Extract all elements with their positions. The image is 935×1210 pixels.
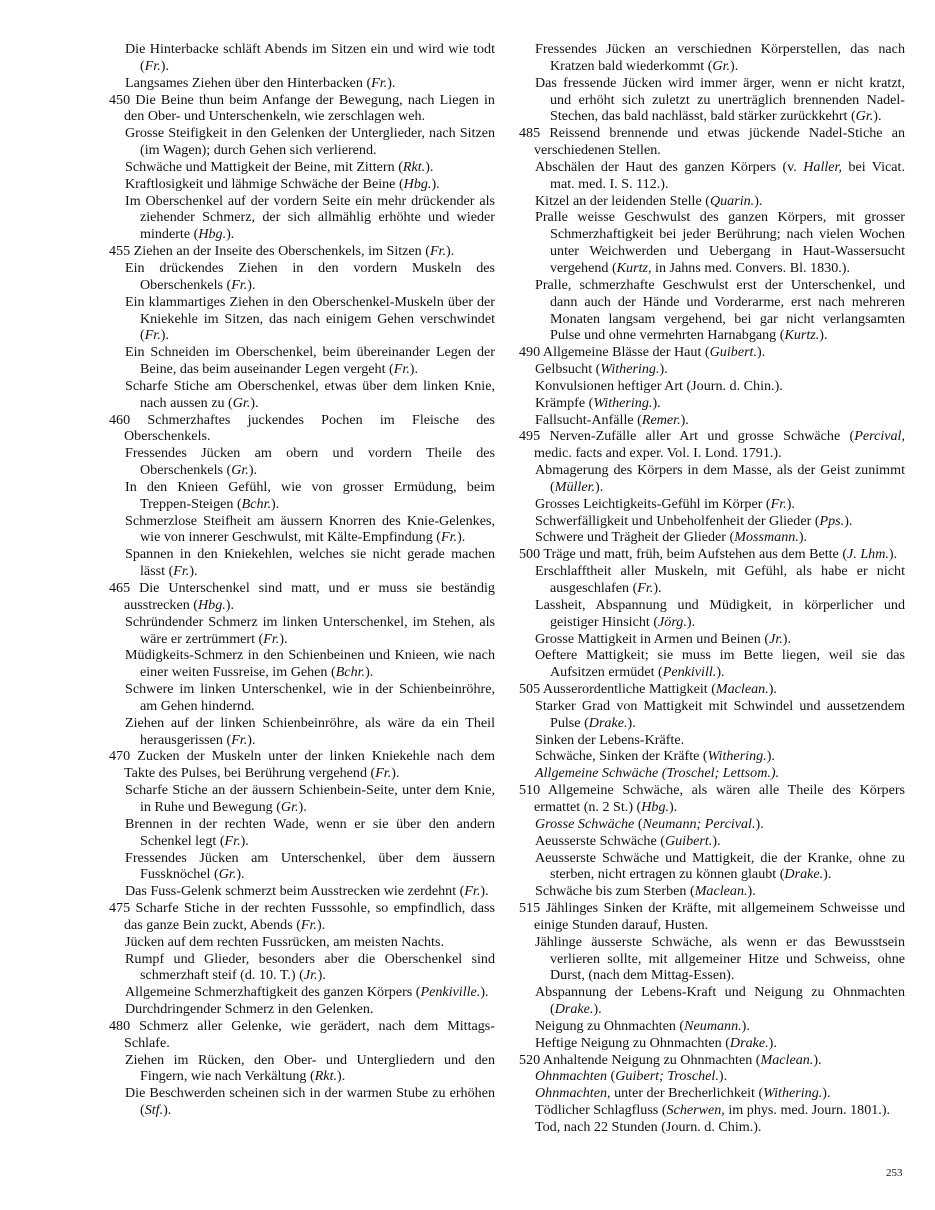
- entry-text: Langsames Ziehen über den Hinterbacken (Fr.).: [125, 74, 396, 91]
- symptom-entry: [519, 850, 905, 884]
- symptom-entry: [519, 681, 905, 698]
- entry-text: Ohnmachten, unter der Brecherlichkeit (Withering.).: [535, 1085, 831, 1102]
- entry-text: Grosse Mattigkeit in Armen und Beinen (Jr.).: [535, 630, 791, 647]
- entry-text: Spannen in den Kniekehlen, welches sie nicht gerade machen lässt (Fr.).: [125, 546, 495, 580]
- entry-text: Grosse Steifigkeit in den Gelenken der Unterglieder, nach Sitzen (im Wagen); durch Gehen sich verlierend.: [125, 125, 495, 159]
- entry-text: Fallsucht-Anfälle (Remer.).: [535, 411, 689, 428]
- entry-text: Anhaltende Neigung zu Ohnmachten (Maclean.).: [542, 1051, 822, 1068]
- entry-text: Müdigkeits-Schmerz in den Schienbeinen und Knieen, wie nach einer weiten Fussreise, im Gehen (Bchr.).: [125, 647, 495, 681]
- symptom-entry: [519, 883, 905, 900]
- entry-number: 510: [519, 782, 548, 799]
- entry-text: Lassheit, Abspannung und Müdigkeit, in körperlicher und geistiger Hinsicht (Jörg.).: [535, 596, 905, 630]
- symptom-entry: [109, 294, 495, 345]
- symptom-entry: [519, 1085, 905, 1102]
- entry-number: 465: [109, 580, 140, 596]
- left-column: [109, 41, 495, 1119]
- entry-text: Neigung zu Ohnmachten (Neumann.).: [535, 1017, 750, 1034]
- symptom-entry: [109, 1085, 495, 1119]
- symptom-entry: [519, 513, 905, 530]
- symptom-entry: [519, 631, 905, 648]
- entry-text: Schwäche bis zum Sterben (Maclean.).: [535, 883, 756, 900]
- symptom-entry: [519, 496, 905, 513]
- symptom-entry: [109, 614, 495, 648]
- symptom-entry: [109, 546, 495, 580]
- entry-number: 490: [519, 344, 543, 361]
- entry-text: Schwere im linken Unterschenkel, wie in der Schienbeinröhre, am Gehen hindernd.: [125, 681, 495, 714]
- entry-number: 450: [109, 91, 136, 108]
- symptom-entry: [109, 159, 495, 176]
- entry-text: Träge und matt, früh, beim Aufstehen aus dem Bette (J. Lhm.).: [543, 546, 898, 563]
- symptom-entry: [519, 1068, 905, 1085]
- symptom-entry: [109, 816, 495, 850]
- entry-number: 485: [519, 125, 550, 142]
- symptom-entry: [109, 513, 495, 547]
- entry-number: 460: [109, 411, 148, 428]
- entry-text: Schwäche, Sinken der Kräfte (Withering.).: [535, 748, 775, 765]
- symptom-entry: [109, 1001, 495, 1018]
- entry-text: Jählinges Sinken der Kräfte, mit allgemeinem Schweisse und einige Stunden darauf, Husten.: [534, 900, 905, 933]
- entry-text: Abmagerung des Körpers in dem Masse, als der Geist zunimmt (Müller.).: [535, 462, 905, 495]
- entry-text: Allgemeine Blässe der Haut (Guibert.).: [542, 344, 766, 361]
- symptom-entry: [109, 243, 495, 260]
- entry-number: 470: [109, 748, 138, 765]
- symptom-entry: [109, 850, 495, 884]
- symptom-entry: [519, 647, 905, 681]
- entry-text: Jücken auf dem rechten Fussrücken, am meisten Nachts.: [125, 933, 444, 950]
- symptom-entry: [109, 883, 495, 900]
- entry-text: Tod, nach 22 Stunden (Journ. d. Chim.).: [535, 1119, 762, 1135]
- entry-text: Die Unterschenkel sind matt, und er muss sie beständig ausstrecken (Hbg.).: [124, 580, 495, 613]
- entry-text: Tödlicher Schlagfluss (Scherwen, im phys. med. Journ. 1801.).: [535, 1102, 891, 1119]
- symptom-entry: [519, 361, 905, 378]
- entry-text: Scharfe Stiche an der äussern Schienbein-Seite, unter dem Knie, in Ruhe und Bewegung (Gr.).: [125, 782, 495, 815]
- symptom-entry: [519, 934, 905, 985]
- entry-text: Ein Schneiden im Oberschenkel, beim übereinander Legen der Beine, das beim auseinander Legen vergeht (Fr.).: [125, 344, 495, 378]
- entry-text: Schwere und Trägheit der Glieder (Mossmann.).: [535, 529, 808, 546]
- symptom-entry: [519, 900, 905, 934]
- symptom-entry: [109, 782, 495, 816]
- symptom-entry: [109, 75, 495, 92]
- symptom-entry: [519, 782, 905, 816]
- entry-text: Ziehen an der Inseite des Oberschenkels, im Sitzen (Fr.).: [133, 243, 455, 260]
- symptom-entry: [519, 462, 905, 496]
- symptom-entry: [519, 732, 905, 749]
- entry-text: Schmerzlose Steifheit am äussern Knorren des Knie-Gelenkes, wie von innerer Geschwulst, mit Kälte-Empfindung (Fr.).: [125, 512, 495, 546]
- symptom-entry: [109, 647, 495, 681]
- entry-text: Schmerz aller Gelenke, wie gerädert, nach dem Mittags-Schlafe.: [124, 1017, 495, 1051]
- symptom-entry: [519, 209, 905, 276]
- entry-text: Kraftlosigkeit und lähmige Schwäche der Beine (Hbg.).: [125, 175, 440, 192]
- entry-text: Im Oberschenkel auf der vordern Seite ein mehr drückender als ziehender Schmerz, der sich allmählig erhöhte und wieder minderte (Hbg.).: [125, 192, 495, 243]
- entry-text: Ziehen auf der linken Schienbeinröhre, als wäre da ein Theil herausgerissen (Fr.).: [125, 714, 495, 748]
- symptom-entry: [519, 193, 905, 210]
- symptom-entry: [109, 176, 495, 193]
- entry-number: 505: [519, 681, 543, 698]
- entry-text: Starker Grad von Mattigkeit mit Schwindel und aussetzendem Pulse (Drake.).: [535, 697, 905, 731]
- symptom-entry: [519, 1035, 905, 1052]
- entry-text: Ohnmachten (Guibert; Troschel.).: [535, 1068, 728, 1085]
- entry-text: Zucken der Muskeln unter der linken Kniekehle nach dem Takte des Pulses, bei Berührung vergehend (Fr.).: [124, 748, 495, 782]
- entry-number: 520: [519, 1051, 543, 1068]
- entry-text: Aeusserste Schwäche und Mattigkeit, die der Kranke, ohne zu sterben, nicht ertragen zu können glaubt (Drake.).: [535, 849, 905, 883]
- entry-text: Die Beine thun beim Anfange der Bewegung, nach Liegen in den Ober- und Unterschenkeln, wie zerschlagen weh.: [124, 91, 495, 125]
- symptom-entry: [519, 765, 905, 782]
- entry-text: Grosses Leichtigkeits-Gefühl im Körper (Fr.).: [535, 495, 795, 512]
- symptom-entry: [519, 748, 905, 765]
- symptom-entry: [519, 159, 905, 193]
- symptom-entry: [519, 395, 905, 412]
- entry-text: Rumpf und Glieder, besonders aber die Oberschenkel sind schmerzhaft steif (d. 10. T.) (Jr.).: [125, 950, 495, 984]
- entry-text: Aeusserste Schwäche (Guibert.).: [535, 832, 721, 849]
- symptom-entry: [109, 900, 495, 934]
- entry-text: Reissend brennende und etwas jückende Nadel-Stiche an verschiedenen Stellen.: [534, 125, 905, 159]
- entry-text: Schwäche und Mattigkeit der Beine, mit Zittern (Rkt.).: [125, 158, 434, 175]
- entry-text: Konvulsionen heftiger Art (Journ. d. Chin.).: [535, 377, 783, 394]
- symptom-entry: [109, 193, 495, 244]
- symptom-entry: [519, 378, 905, 395]
- entry-number: 455: [109, 243, 134, 260]
- symptom-entry: [519, 1018, 905, 1035]
- symptom-entry: [109, 344, 495, 378]
- entry-text: Ziehen im Rücken, den Ober- und Untergliedern und den Fingern, wie nach Verkältung (Rkt.).: [125, 1051, 495, 1085]
- entry-text: Schmerzhaftes juckendes Pochen im Fleische des Oberschenkels.: [124, 411, 495, 445]
- entry-text: Krämpfe (Withering.).: [535, 394, 661, 411]
- right-column: [519, 41, 905, 1136]
- entry-text: Oeftere Mattigkeit; sie muss im Bette liegen, weil sie das Aufsitzen ermüdet (Penkivill.).: [535, 647, 905, 681]
- symptom-entry: [519, 597, 905, 631]
- entry-text: Gelbsucht (Withering.).: [535, 361, 668, 378]
- symptom-entry: [519, 563, 905, 597]
- symptom-entry: [109, 1052, 495, 1086]
- entry-text: Schwerfälligkeit und Unbeholfenheit der Glieder (Pps.).: [535, 512, 853, 529]
- symptom-entry: [109, 125, 495, 159]
- entry-text: Allgemeine Schwäche (Troschel; Lettsom.).: [535, 765, 780, 782]
- entry-text: Scharfe Stiche am Oberschenkel, etwas über dem linken Knie, nach aussen zu (Gr.).: [125, 377, 495, 411]
- symptom-entry: [109, 479, 495, 513]
- symptom-entry: [519, 428, 905, 462]
- entry-number: 495: [519, 428, 550, 445]
- entry-text: Sinken der Lebens-Kräfte.: [535, 731, 685, 748]
- symptom-entry: [109, 41, 495, 75]
- symptom-entry: [109, 412, 495, 446]
- symptom-entry: [109, 580, 495, 614]
- entry-text: Ein drückendes Ziehen in den vordern Muskeln des Oberschenkels (Fr.).: [125, 259, 495, 293]
- entry-text: Das Fuss-Gelenk schmerzt beim Ausstrecken wie zerdehnt (Fr.).: [125, 883, 489, 900]
- entry-text: Kitzel an der leidenden Stelle (Quarin.).: [535, 192, 763, 209]
- symptom-entry: [109, 92, 495, 126]
- entry-text: Das fressende Jücken wird immer ärger, wenn er nicht kratzt, und erhöht sich zuletzt zu unerträglich brennenden Nadel-Stechen, das bald nachlässt, bald stärker zurückkehrt (Gr.).: [535, 74, 905, 125]
- symptom-entry: [109, 681, 495, 715]
- symptom-entry: [519, 344, 905, 361]
- entry-text: Nerven-Zufälle aller Art und grosse Schwäche (Percival, medic. facts and exper. Vol. I. Lond. 1791.).: [534, 428, 905, 462]
- entry-text: Durchdringender Schmerz in den Gelenken.: [125, 1001, 374, 1018]
- entry-text: Fressendes Jücken an verschiednen Körperstellen, das nach Kratzen bald wiederkommt (Gr.).: [535, 41, 905, 74]
- symptom-entry: [109, 951, 495, 985]
- symptom-entry: [519, 698, 905, 732]
- entry-number: 475: [109, 900, 136, 917]
- entry-text: Die Beschwerden scheinen sich in der warmen Stube zu erhöhen (Stf.).: [125, 1085, 495, 1119]
- entry-number: 480: [109, 1017, 140, 1034]
- entry-text: Allgemeine Schmerzhaftigkeit des ganzen Körpers (Penkiville.).: [125, 984, 489, 1001]
- entry-text: Pralle, schmerzhafte Geschwulst erst der Unterschenkel, und dann auch der Hände und Vorderarme, erst nach mehreren Monaten langsam vergehend, bei gar nicht verlangsamten Pulse und ohne vermehrten Harnabgang (Kurtz.).: [535, 276, 905, 344]
- symptom-entry: [109, 260, 495, 294]
- entry-text: Heftige Neigung zu Ohnmachten (Drake.).: [535, 1034, 777, 1051]
- entry-number: 500: [519, 546, 544, 563]
- symptom-entry: [519, 833, 905, 850]
- symptom-entry: [519, 816, 905, 833]
- entry-text: Erschlafftheit aller Muskeln, mit Gefühl, als habe er nicht ausgeschlafen (Fr.).: [535, 563, 905, 596]
- symptom-entry: [109, 445, 495, 479]
- symptom-entry: [109, 748, 495, 782]
- symptom-entry: [109, 715, 495, 749]
- symptom-entry: [519, 1119, 905, 1136]
- entry-text: Pralle weisse Geschwulst des ganzen Körpers, mit grosser Schmerzhaftigkeit bei jeder Berührung; nach vielen Wochen unter Weichwerden und Uebergang in Haut-Wassersucht vergehend (Kurtz, in Jahns med. Convers. Bl. 1830.).: [535, 209, 905, 276]
- symptom-entry: [519, 41, 905, 75]
- entry-text: Jählinge äusserste Schwäche, als wenn er das Bewusstsein verlieren sollte, mit allgemeiner Hitze und Schweiss, ohne Durst, (nach dem Mittag-Essen).: [535, 933, 905, 984]
- entry-number: 515: [519, 900, 546, 917]
- symptom-entry: [519, 984, 905, 1018]
- entry-text: Ausserordentliche Mattigkeit (Maclean.).: [542, 681, 777, 698]
- entry-text: In den Knieen Gefühl, wie von grosser Ermüdung, beim Treppen-Steigen (Bchr.).: [125, 478, 495, 512]
- entry-text: Ein klammartiges Ziehen in den Oberschenkel-Muskeln über der Kniekehle im Sitzen, das nach einigem Gehen verschwindet (Fr.).: [125, 293, 495, 344]
- entry-text: Scharfe Stiche in der rechten Fusssohle, so empfindlich, dass das ganze Bein zuckt, Abends (Fr.).: [124, 900, 495, 933]
- entry-text: Abspannung der Lebens-Kraft und Neigung zu Ohnmachten (Drake.).: [535, 984, 905, 1018]
- entry-text: Grosse Schwäche (Neumann; Percival.).: [535, 815, 764, 832]
- symptom-entry: [519, 1052, 905, 1069]
- symptom-entry: [109, 984, 495, 1001]
- entry-text: Allgemeine Schwäche, als wären alle Theile des Körpers ermattet (n. 2 St.) (Hbg.).: [534, 782, 905, 815]
- entry-text: Brennen in der rechten Wade, wenn er sie über den andern Schenkel legt (Fr.).: [125, 815, 495, 849]
- symptom-entry: [519, 546, 905, 563]
- symptom-entry: [109, 378, 495, 412]
- symptom-entry: [109, 1018, 495, 1052]
- symptom-entry: [519, 1102, 905, 1119]
- symptom-entry: [519, 125, 905, 159]
- entry-text: Abschälen der Haut des ganzen Körpers (v. Haller, bei Vicat. mat. med. I. S. 112.).: [535, 158, 905, 192]
- entry-text: Fressendes Jücken am Unterschenkel, über dem äussern Fussknöchel (Gr.).: [125, 849, 495, 883]
- entry-text: Fressendes Jücken am obern und vordern Theile des Oberschenkels (Gr.).: [125, 445, 495, 479]
- symptom-entry: [519, 75, 905, 126]
- symptom-entry: [519, 277, 905, 344]
- entry-text: Schründender Schmerz im linken Unterschenkel, im Stehen, als wäre er zertrümmert (Fr.).: [125, 613, 495, 647]
- page-number: 253: [886, 1167, 903, 1179]
- symptom-entry: [109, 934, 495, 951]
- symptom-entry: [519, 412, 905, 429]
- entry-text: Die Hinterbacke schläft Abends im Sitzen ein und wird wie todt (Fr.).: [125, 41, 495, 74]
- symptom-entry: [519, 529, 905, 546]
